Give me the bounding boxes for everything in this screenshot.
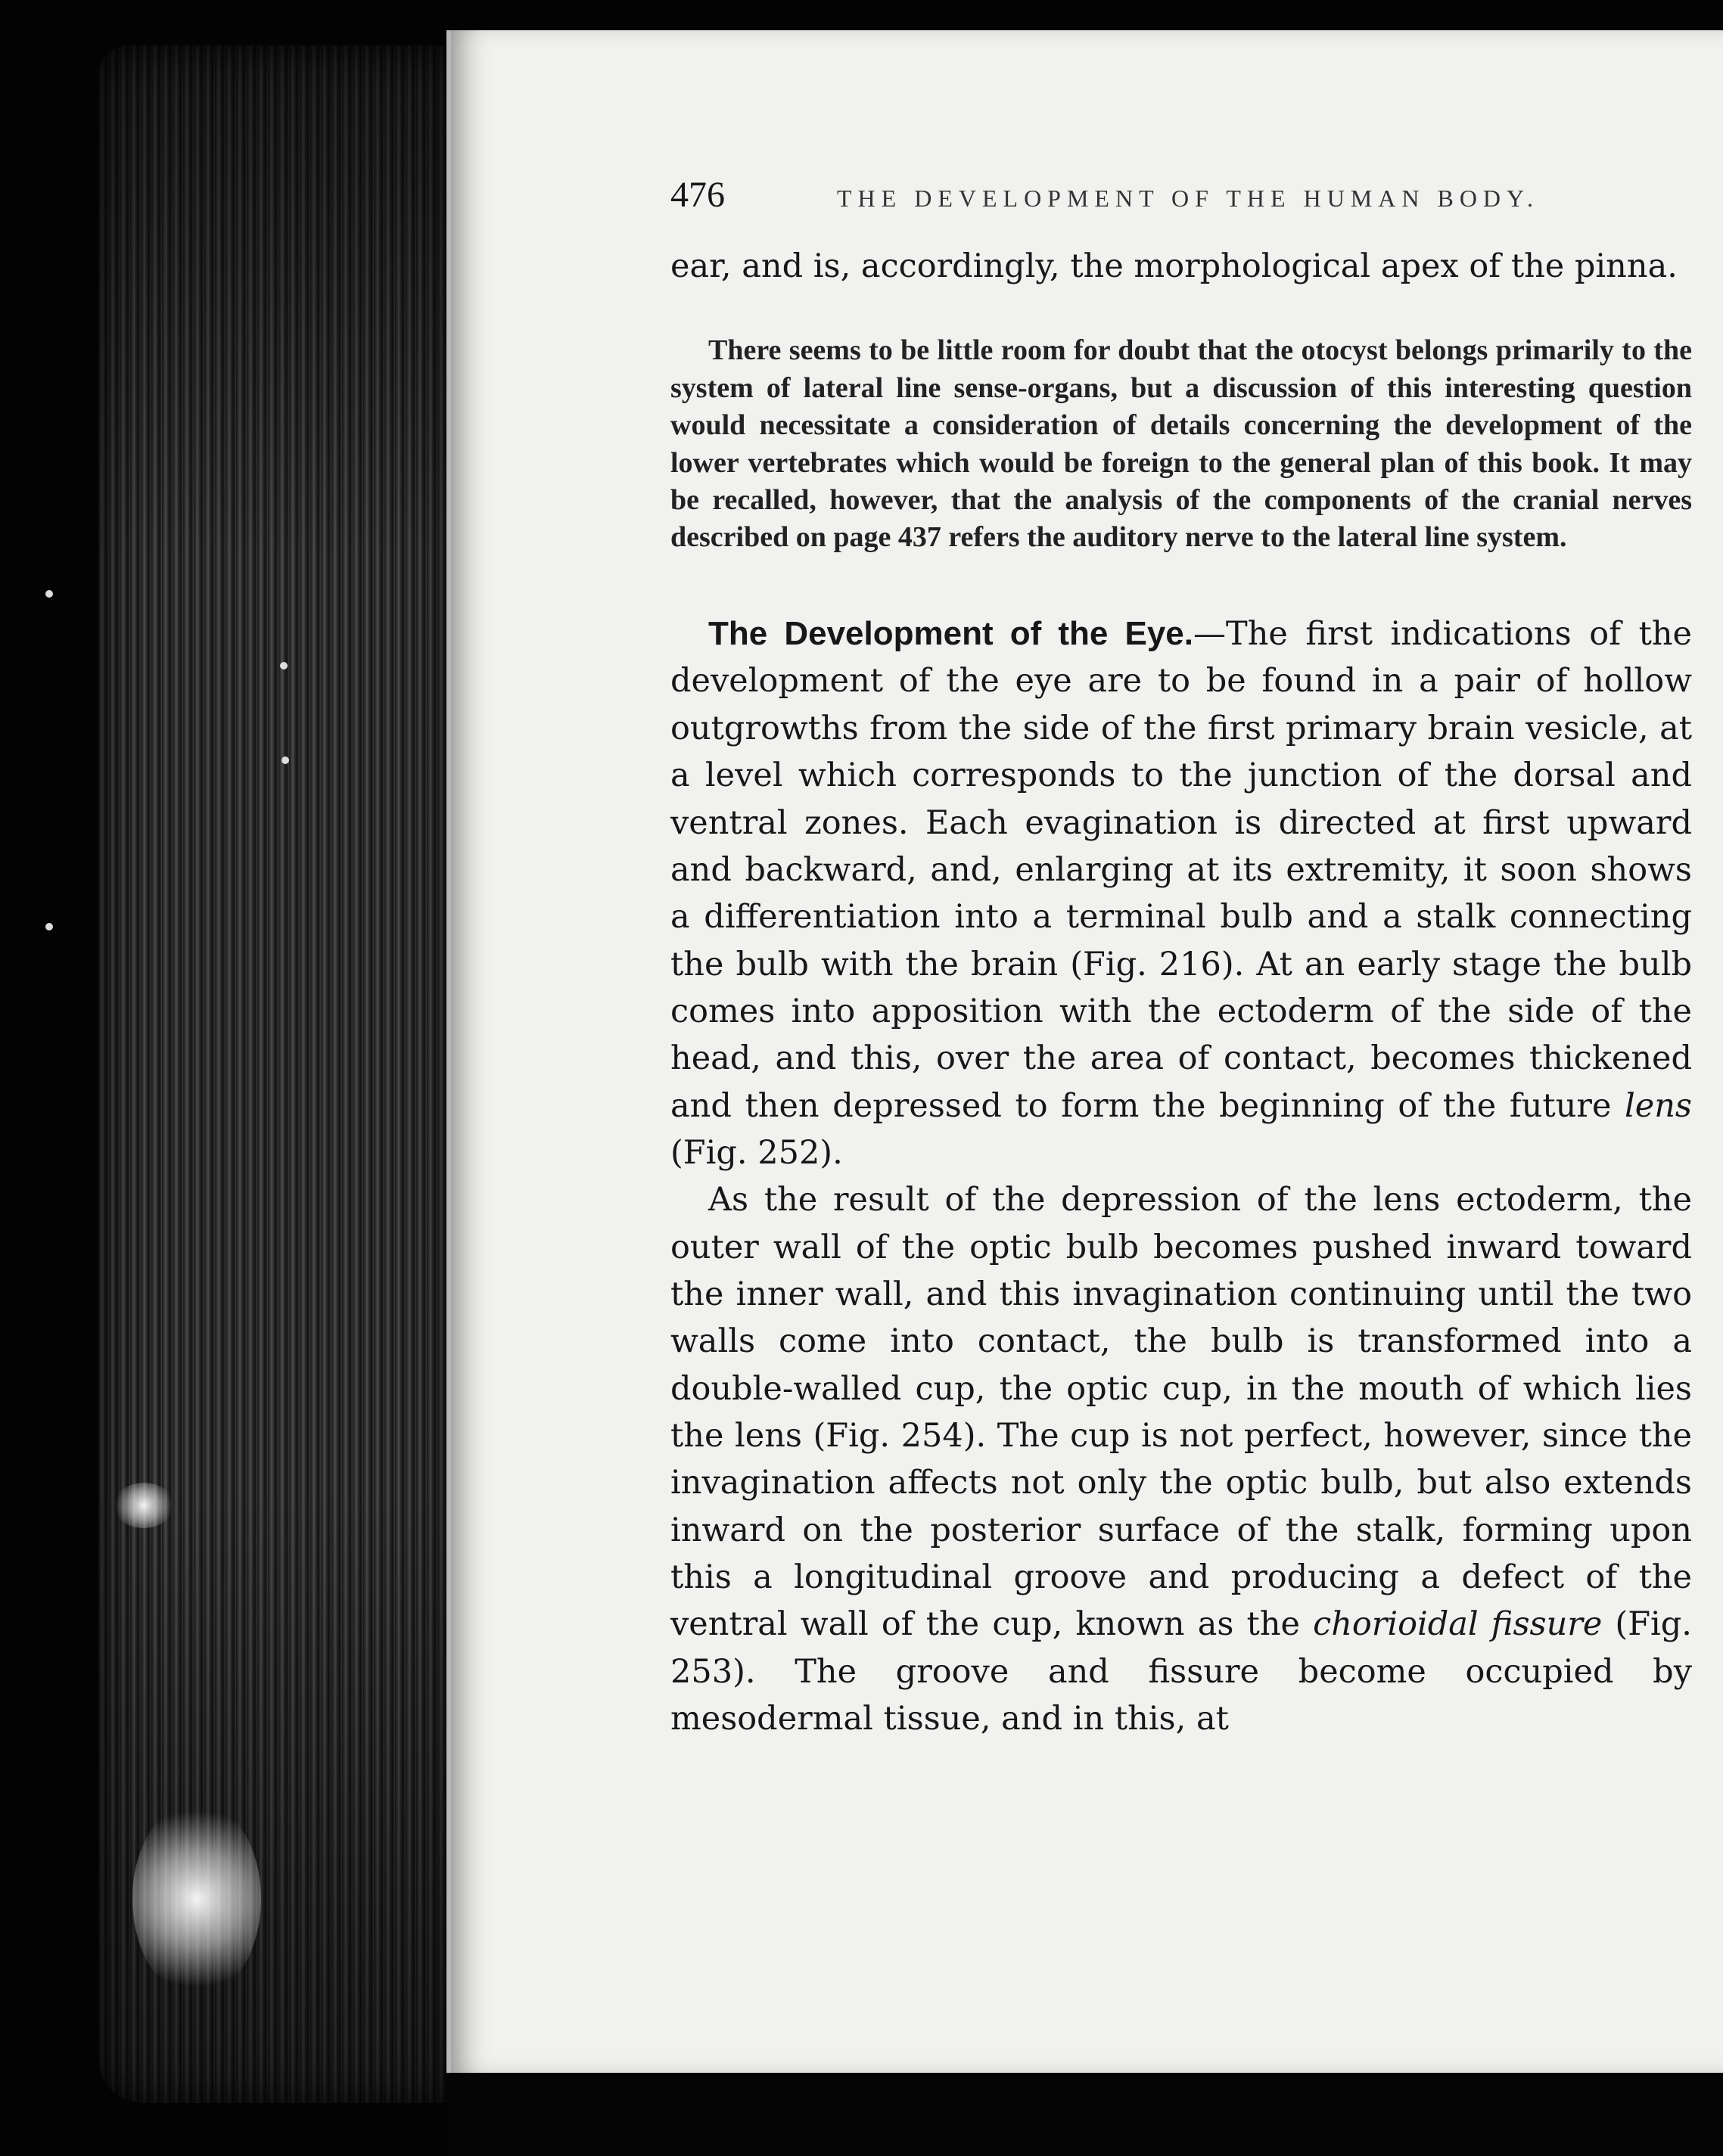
dust-speck [280, 662, 288, 669]
paragraph-ear: ear, and is, accordingly, the morphological apex of the pinna. [670, 247, 1678, 285]
paragraph-eye-intro [670, 610, 1692, 1177]
footnote-paragraph: There seems to be little room for doubt that the otocyst belongs primarily to the system of lateral line sense-organs, but a discussion of this interesting question would necessitate a consideration of details concerning the development of the lower vertebrates which would be foreign to the general plan of this book. It may be recalled, however, that the analysis of the components of the cranial nerves described on page 437 refers the auditory nerve to the lateral line system. [670, 334, 1692, 554]
paragraph-text: (Fig. 252). [670, 1133, 843, 1172]
paragraph-optic-cup [670, 1176, 1692, 1742]
book-page-edges [98, 45, 454, 2103]
page-bottom-shadow [446, 2073, 1723, 2156]
dust-speck [281, 756, 289, 764]
italic-term-lens: lens [1625, 1086, 1692, 1125]
dust-speck [45, 923, 53, 930]
book-page [446, 30, 1723, 2073]
page-number: 476 [670, 175, 725, 215]
page-content [670, 174, 1692, 1742]
paragraph-text: —The first indications of the development of the eye are to be found in a pair of hollow outgrowths from the side of the first primary brain vesicle, at a level which corresponds to the junction of the dorsal and ventral zones. Each evagination is directed at first upward and backward, and, enlarging at its extremity, it soon shows a differentiation into a terminal bulb and a stalk connecting the bulb with the brain (Fig. 216). At an early stage the bulb comes into apposition with the ectoderm of the side of the head, and this, over the area of contact, becomes thickened and then depressed to form the beginning of the future [670, 614, 1692, 1125]
dust-speck [45, 590, 53, 598]
section-heading: The Development of the Eye. [708, 614, 1194, 652]
paragraph-text: (Fig. 253). The groove and fissure become occupied by mesodermal tissue, and in this, at [670, 1605, 1692, 1738]
light-glare [132, 1800, 261, 1997]
light-glare [114, 1483, 174, 1528]
running-head [670, 174, 1692, 216]
italic-term-fissure: chorioidal fissure [1313, 1605, 1603, 1644]
running-title: THE DEVELOPMENT OF THE HUMAN BODY. [837, 185, 1540, 212]
paragraph-text: As the result of the depression of the lens ectoderm, the outer wall of the optic bulb becomes pushed inward toward the inner wall, and this invagination continuing until the two walls come into contact, the bulb is transformed into a double-walled cup, the optic cup, in the mouth of which lies the lens (Fig. 254). The cup is not perfect, however, since the invagination affects not only the optic bulb, but also extends inward on the posterior surface of the stalk, forming upon this a longitudinal groove and producing a defect of the ventral wall of the cup, known as the [670, 1181, 1692, 1644]
